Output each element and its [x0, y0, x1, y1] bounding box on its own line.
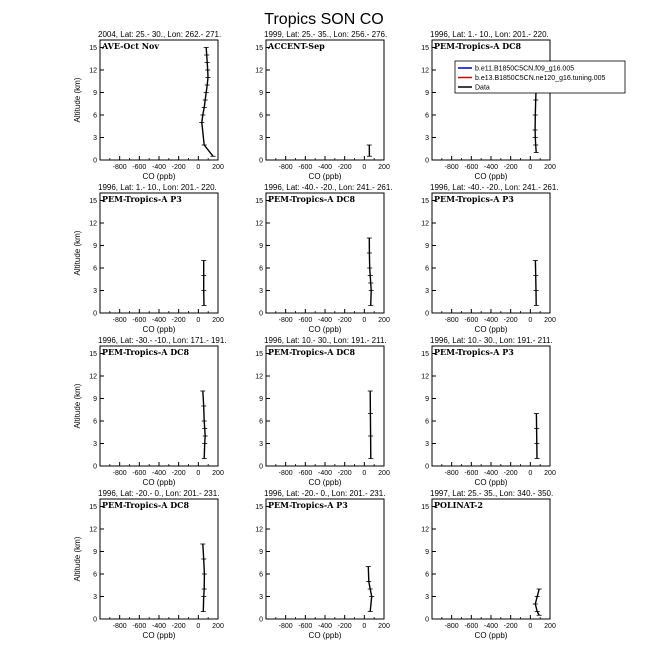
y-tick-label: 12: [421, 67, 429, 75]
y-tick-label: 6: [259, 112, 263, 120]
y-axis-label: Altitude (km): [73, 383, 82, 429]
x-tick-label: -400: [317, 623, 333, 630]
y-tick-label: 0: [93, 463, 97, 471]
x-tick-label: -600: [298, 164, 313, 171]
legend-entry: b.e13.B1850C5CN.ne120_g16.tuning.005: [475, 75, 606, 82]
x-axis-label: CO (ppb): [474, 325, 508, 334]
x-tick-label: -600: [132, 164, 147, 171]
y-tick-label: 15: [89, 351, 97, 358]
y-tick-label: 12: [89, 373, 97, 381]
y-tick-label: 3: [259, 135, 263, 142]
y-tick-label: 9: [425, 90, 429, 97]
legend-entry: Data: [475, 84, 490, 92]
y-tick-label: 3: [93, 441, 97, 448]
y-tick-label: 3: [93, 135, 97, 142]
y-tick-label: 6: [425, 418, 429, 426]
x-tick-label: -800: [444, 164, 459, 171]
x-tick-label: -400: [151, 317, 167, 324]
x-tick-label: -600: [464, 317, 479, 324]
y-tick-label: 9: [93, 90, 97, 97]
y-tick-label: 15: [255, 504, 263, 511]
x-tick-label: -600: [298, 623, 313, 630]
x-tick-label: -400: [483, 164, 499, 171]
panel-3: [421, 30, 556, 181]
panel-frame: [432, 346, 550, 466]
x-tick-label: -800: [278, 470, 293, 477]
x-tick-label: -200: [503, 164, 518, 171]
y-tick-label: 9: [425, 243, 429, 250]
y-tick-label: 12: [255, 373, 263, 381]
panel-1: [73, 30, 224, 181]
x-tick-label: 200: [544, 470, 556, 477]
y-tick-label: 15: [89, 198, 97, 205]
y-tick-label: 15: [255, 351, 263, 358]
x-tick-label: -800: [112, 623, 127, 630]
y-tick-label: 0: [93, 157, 97, 165]
panel-frame: [432, 499, 550, 619]
panel-frame: [266, 346, 384, 466]
data-series-line: [203, 391, 205, 459]
x-tick-label: -800: [112, 317, 127, 324]
x-tick-label: -200: [337, 623, 352, 630]
x-tick-label: 0: [196, 317, 201, 324]
panel-header: 1996, Lat: -20.- 0., Lon: 201.- 231.: [98, 489, 220, 498]
x-tick-label: 0: [196, 623, 201, 630]
panel-campaign-label: PEM-Tropics-A DC8: [434, 41, 522, 51]
y-tick-label: 0: [259, 616, 263, 624]
y-tick-label: 15: [255, 45, 263, 52]
y-tick-label: 0: [425, 616, 429, 624]
panel-header: 2004, Lat: 25.- 30., Lon: 262.- 271.: [98, 30, 222, 39]
x-axis-label: CO (ppb): [308, 172, 342, 181]
x-tick-label: -600: [298, 470, 313, 477]
y-tick-label: 9: [93, 243, 97, 250]
y-tick-label: 12: [89, 220, 97, 228]
y-tick-label: 6: [93, 418, 97, 426]
panel-frame: [432, 193, 550, 313]
panel-campaign-label: PEM-Tropics-A DC8: [102, 347, 190, 357]
data-series-line: [369, 238, 371, 306]
panel-header: 1996, Lat: -30.- -10., Lon: 171.- 191.: [98, 336, 227, 345]
panel-9: [421, 336, 556, 487]
y-tick-label: 3: [425, 288, 429, 295]
x-tick-label: 0: [196, 470, 201, 477]
legend: [455, 61, 625, 93]
x-tick-label: -600: [132, 317, 147, 324]
y-tick-label: 0: [259, 157, 263, 165]
y-tick-label: 6: [259, 265, 263, 273]
x-axis-label: CO (ppb): [474, 631, 508, 640]
data-series-line: [370, 391, 371, 459]
y-tick-label: 6: [93, 265, 97, 273]
y-tick-label: 0: [259, 310, 263, 318]
x-tick-label: -400: [483, 623, 499, 630]
x-tick-label: -600: [464, 164, 479, 171]
x-tick-label: -800: [444, 470, 459, 477]
panel-header: 1996, Lat: 1.- 10., Lon: 201.- 220.: [98, 183, 217, 192]
panel-frame: [266, 193, 384, 313]
x-tick-label: -400: [151, 623, 167, 630]
y-tick-label: 15: [421, 45, 429, 52]
x-tick-label: 200: [544, 623, 556, 630]
x-tick-label: -800: [112, 470, 127, 477]
y-tick-label: 9: [93, 549, 97, 556]
panel-10: [73, 489, 224, 640]
panel-campaign-label: PEM-Tropics-A DC8: [268, 194, 356, 204]
panel-frame: [266, 499, 384, 619]
y-tick-label: 0: [425, 157, 429, 165]
x-tick-label: 0: [528, 623, 533, 630]
y-tick-label: 3: [259, 288, 263, 295]
y-tick-label: 9: [93, 396, 97, 403]
panel-campaign-label: ACCENT-Sep: [268, 41, 325, 51]
x-tick-label: 0: [528, 317, 533, 324]
data-series-line: [535, 261, 536, 306]
x-tick-label: -600: [464, 623, 479, 630]
figure-title: Tropics SON CO: [264, 11, 384, 28]
x-axis-label: CO (ppb): [308, 631, 342, 640]
panel-campaign-label: PEM-Tropics-A P3: [268, 500, 348, 510]
y-tick-label: 9: [259, 243, 263, 250]
data-series-line: [536, 414, 537, 459]
x-tick-label: 0: [196, 164, 201, 171]
x-tick-label: 0: [528, 164, 533, 171]
y-tick-label: 3: [93, 288, 97, 295]
y-tick-label: 9: [425, 396, 429, 403]
panel-campaign-label: POLINAT-2: [434, 500, 483, 510]
y-tick-label: 9: [259, 396, 263, 403]
x-tick-label: 0: [362, 623, 367, 630]
panel-frame: [100, 499, 218, 619]
x-tick-label: -200: [171, 623, 186, 630]
panel-header: 1999, Lat: 25.- 35., Lon: 256.- 276.: [264, 30, 388, 39]
y-tick-label: 15: [421, 504, 429, 511]
panel-11: [255, 489, 390, 640]
x-axis-label: CO (ppb): [308, 478, 342, 487]
panel-6: [421, 183, 558, 334]
x-tick-label: -400: [317, 164, 333, 171]
y-axis-label: Altitude (km): [73, 230, 82, 276]
x-tick-label: -800: [444, 317, 459, 324]
panel-header: 1996, Lat: -20.- 0., Lon: 201.- 231.: [264, 489, 386, 498]
x-tick-label: -200: [171, 164, 186, 171]
x-tick-label: -200: [337, 470, 352, 477]
x-axis-label: CO (ppb): [142, 325, 176, 334]
panel-frame: [100, 40, 218, 160]
y-tick-label: 6: [93, 112, 97, 120]
panel-frame: [100, 346, 218, 466]
y-tick-label: 9: [259, 90, 263, 97]
y-tick-label: 12: [421, 373, 429, 381]
panel-8: [255, 336, 390, 487]
x-tick-label: -400: [483, 470, 499, 477]
panel-campaign-label: PEM-Tropics-A P3: [102, 194, 182, 204]
y-tick-label: 6: [259, 418, 263, 426]
y-tick-label: 3: [259, 594, 263, 601]
x-tick-label: -800: [278, 623, 293, 630]
panel-header: 1996, Lat: 1.- 10., Lon: 201.- 220.: [430, 30, 549, 39]
y-tick-label: 9: [425, 549, 429, 556]
y-tick-label: 0: [425, 463, 429, 471]
x-tick-label: 200: [544, 164, 556, 171]
y-axis-label: Altitude (km): [73, 77, 82, 123]
y-tick-label: 6: [425, 112, 429, 120]
x-tick-label: -800: [444, 623, 459, 630]
data-series-line: [203, 544, 205, 612]
y-tick-label: 15: [89, 504, 97, 511]
y-tick-label: 3: [93, 594, 97, 601]
y-tick-label: 12: [255, 526, 263, 534]
x-tick-label: 200: [378, 470, 390, 477]
x-tick-label: -800: [278, 164, 293, 171]
x-tick-label: -400: [317, 317, 333, 324]
panel-frame: [100, 193, 218, 313]
x-tick-label: -200: [503, 470, 518, 477]
x-tick-label: 0: [362, 470, 367, 477]
x-axis-label: CO (ppb): [474, 172, 508, 181]
y-tick-label: 3: [425, 441, 429, 448]
panel-campaign-label: PEM-Tropics-A DC8: [102, 500, 190, 510]
data-series-line: [535, 85, 536, 153]
x-tick-label: 200: [378, 623, 390, 630]
panel-grid: [73, 30, 559, 640]
y-tick-label: 0: [93, 616, 97, 624]
y-tick-label: 3: [259, 441, 263, 448]
panel-12: [421, 489, 556, 640]
y-tick-label: 0: [93, 310, 97, 318]
panel-header: 1996, Lat: 10.- 30., Lon: 191.- 211.: [430, 336, 553, 345]
x-tick-label: -200: [503, 317, 518, 324]
y-tick-label: 15: [255, 198, 263, 205]
panel-campaign-label: PEM-Tropics-A P3: [434, 194, 514, 204]
y-tick-label: 0: [425, 310, 429, 318]
y-axis-label: Altitude (km): [73, 536, 82, 582]
x-tick-label: 0: [362, 317, 367, 324]
y-tick-label: 6: [93, 571, 97, 579]
panel-campaign-label: PEM-Tropics-A DC8: [268, 347, 356, 357]
y-tick-label: 6: [259, 571, 263, 579]
data-series-line: [202, 48, 213, 157]
y-tick-label: 15: [421, 198, 429, 205]
x-axis-label: CO (ppb): [142, 478, 176, 487]
x-axis-label: CO (ppb): [474, 478, 508, 487]
y-tick-label: 12: [421, 526, 429, 534]
panel-4: [73, 183, 224, 334]
x-tick-label: -200: [171, 317, 186, 324]
panel-frame: [266, 40, 384, 160]
x-tick-label: -200: [503, 623, 518, 630]
y-tick-label: 15: [89, 45, 97, 52]
y-tick-label: 12: [89, 526, 97, 534]
x-tick-label: 200: [212, 164, 224, 171]
x-tick-label: 0: [362, 164, 367, 171]
panel-header: 1996, Lat: -40.- -20., Lon: 241.- 261.: [430, 183, 559, 192]
x-tick-label: 200: [544, 317, 556, 324]
y-tick-label: 12: [89, 67, 97, 75]
x-tick-label: -800: [112, 164, 127, 171]
x-tick-label: 200: [378, 164, 390, 171]
y-tick-label: 3: [425, 594, 429, 601]
panel-frame: [432, 40, 550, 160]
x-axis-label: CO (ppb): [142, 172, 176, 181]
y-tick-label: 6: [425, 571, 429, 579]
x-tick-label: -400: [317, 470, 333, 477]
y-tick-label: 12: [255, 67, 263, 75]
y-tick-label: 0: [259, 463, 263, 471]
x-tick-label: -600: [464, 470, 479, 477]
x-tick-label: -400: [483, 317, 499, 324]
x-tick-label: -200: [171, 470, 186, 477]
y-tick-label: 15: [421, 351, 429, 358]
y-tick-label: 6: [425, 265, 429, 273]
x-axis-label: CO (ppb): [142, 631, 176, 640]
y-tick-label: 3: [425, 135, 429, 142]
x-tick-label: 200: [212, 317, 224, 324]
panel-campaign-label: AVE-Oct Nov: [102, 41, 160, 51]
x-tick-label: 200: [378, 317, 390, 324]
x-tick-label: -400: [151, 470, 167, 477]
panel-campaign-label: PEM-Tropics-A P3: [434, 347, 514, 357]
x-tick-label: -600: [298, 317, 313, 324]
panel-header: 1996, Lat: -40.- -20., Lon: 241.- 261.: [264, 183, 393, 192]
panel-7: [73, 336, 227, 487]
legend-entry: b.e11.B1850C5CN.f09_g16.005: [475, 65, 575, 73]
y-tick-label: 9: [259, 549, 263, 556]
panel-header: 1997, Lat: 25.- 35., Lon: 340.- 350.: [430, 489, 554, 498]
x-tick-label: -600: [132, 623, 147, 630]
panel-5: [255, 183, 392, 334]
x-tick-label: 200: [212, 623, 224, 630]
x-tick-label: -800: [278, 317, 293, 324]
x-tick-label: 200: [212, 470, 224, 477]
y-tick-label: 12: [421, 220, 429, 228]
x-tick-label: -600: [132, 470, 147, 477]
x-axis-label: CO (ppb): [308, 325, 342, 334]
panel-2: [255, 30, 390, 181]
x-tick-label: 0: [528, 470, 533, 477]
x-tick-label: -200: [337, 317, 352, 324]
x-tick-label: -200: [337, 164, 352, 171]
panel-header: 1996, Lat: 10.- 30., Lon: 191.- 211.: [264, 336, 387, 345]
y-tick-label: 12: [255, 220, 263, 228]
x-tick-label: -400: [151, 164, 167, 171]
